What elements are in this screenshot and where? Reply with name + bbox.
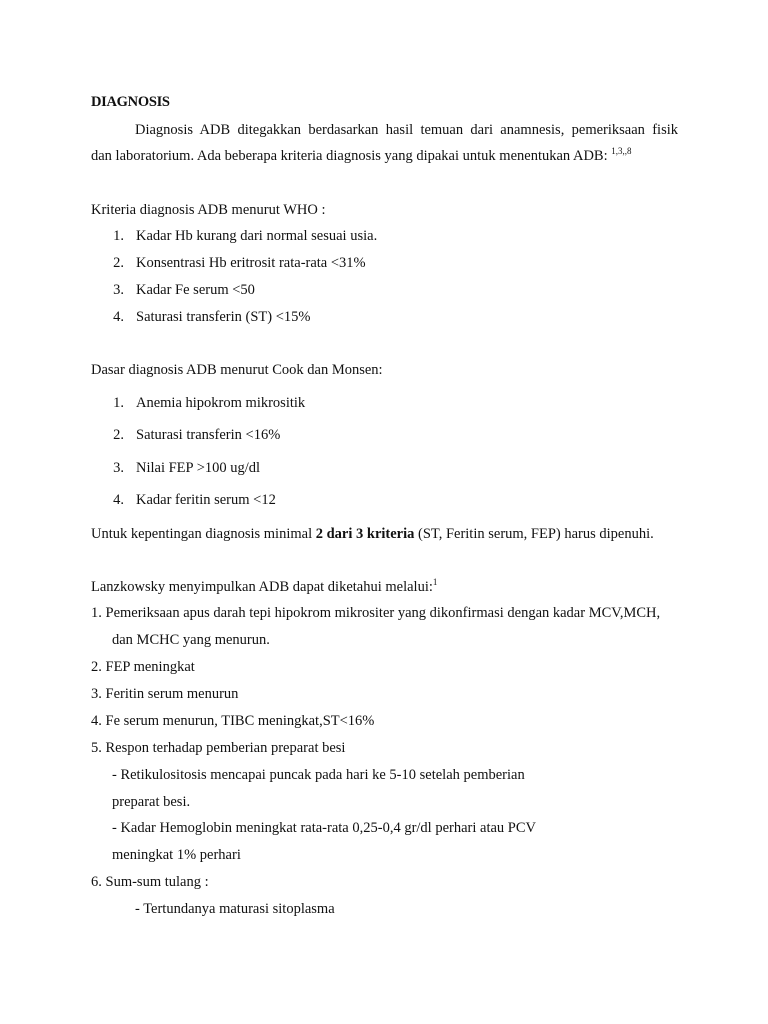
list-item: 3. Feritin serum menurun [91, 686, 239, 702]
list-item: Anemia hipokrom mikrositik [136, 395, 306, 411]
lanzkowsky-title-text: Lanzkowsky menyimpulkan ADB dapat diketahui melalui: [91, 579, 433, 595]
list-item-continuation: dan MCHC yang menurun. [112, 632, 270, 648]
list-number: 1. [113, 395, 124, 411]
intro-line-2-text: dan laboratorium. Ada beberapa kriteria diagnosis yang dipakai untuk menentukan ADB: [91, 148, 608, 164]
list-number: 2. [113, 427, 124, 443]
list-number: 1. [113, 228, 124, 244]
sub-item: - Tertundanya maturasi sitoplasma [135, 901, 335, 917]
lanzkowsky-reference: 1 [432, 577, 438, 587]
sub-item-continuation: preparat besi. [112, 794, 191, 810]
note-prefix: Untuk kepentingan diagnosis minimal [91, 526, 316, 542]
list-number: 4. [113, 492, 124, 508]
sub-item: - Retikulositosis mencapai puncak pada hari ke 5-10 setelah pemberian [112, 767, 525, 783]
sub-item-continuation: meningkat 1% perhari [112, 847, 241, 863]
list-item: Kadar Fe serum <50 [136, 282, 255, 298]
list-item: 6. Sum-sum tulang : [91, 874, 209, 890]
list-item: Saturasi transferin (ST) <15% [136, 309, 311, 325]
intro-line-2 [91, 147, 632, 165]
lanzkowsky-title [91, 578, 437, 596]
list-item: 5. Respon terhadap pemberian preparat besi [91, 740, 346, 756]
list-number: 3. [113, 282, 124, 298]
note-suffix: (ST, Feritin serum, FEP) harus dipenuhi. [414, 526, 654, 542]
minimum-criteria-note [91, 525, 654, 543]
cook-criteria-title: Dasar diagnosis ADB menurut Cook dan Monsen: [91, 362, 383, 378]
sub-item: - Kadar Hemoglobin meningkat rata-rata 0,25-0,4 gr/dl perhari atau PCV [112, 820, 536, 836]
list-item: Saturasi transferin <16% [136, 427, 281, 443]
section-heading: DIAGNOSIS [91, 94, 170, 110]
list-item: 2. FEP meningkat [91, 659, 195, 675]
list-item: 1. Pemeriksaan apus darah tepi hipokrom mikrositer yang dikonfirmasi dengan kadar MCV,MCH, [91, 605, 661, 621]
who-criteria-title: Kriteria diagnosis ADB menurut WHO : [91, 202, 326, 218]
intro-line-1: Diagnosis ADB ditegakkan berdasarkan hasil temuan dari anamnesis, pemeriksaan fisik [135, 122, 678, 138]
list-number: 3. [113, 460, 124, 476]
list-item: 4. Fe serum menurun, TIBC meningkat,ST<16% [91, 713, 375, 729]
list-number: 2. [113, 255, 124, 271]
note-emphasis: 2 dari 3 kriteria [315, 526, 415, 542]
list-item: Nilai FEP >100 ug/dl [136, 460, 261, 476]
list-item: Kadar feritin serum <12 [136, 492, 276, 508]
list-item: Kadar Hb kurang dari normal sesuai usia. [136, 228, 378, 244]
intro-reference: 1,3,,8 [611, 146, 632, 156]
list-item: Konsentrasi Hb eritrosit rata-rata <31% [136, 255, 366, 271]
list-number: 4. [113, 309, 124, 325]
